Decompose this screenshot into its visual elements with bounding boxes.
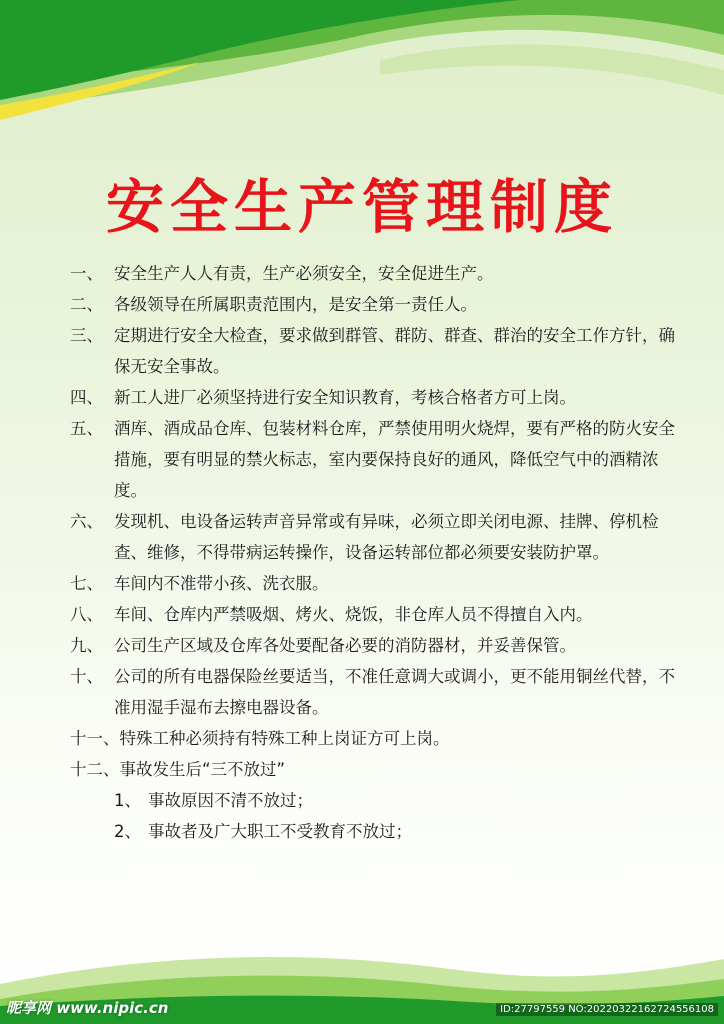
sub-item-text: 事故原因不清不放过； — [148, 791, 313, 810]
sub-item-number: 1、 — [114, 791, 141, 810]
list-item — [70, 258, 680, 289]
item-number: 三、 — [70, 326, 103, 345]
item-text: 酒库、酒成品仓库、包装材料仓库，严禁使用明火烧焊，要有严格的防火安全措施，要有明显的禁火标志，室内要保持良好的通风，降低空气中的酒精浓度。 — [114, 419, 675, 500]
item-number: 六、 — [70, 512, 103, 531]
rules-list — [70, 258, 680, 847]
list-item — [70, 661, 680, 723]
item-text: 新工人进厂必须坚持进行安全知识教育，考核合格者方可上岗。 — [114, 388, 576, 407]
list-item — [70, 723, 680, 754]
list-item — [70, 754, 680, 785]
item-number: 七、 — [70, 574, 103, 593]
item-text: 十二、事故发生后“三不放过” — [70, 760, 286, 779]
item-text: 公司的所有电器保险丝要适当，不准任意调大或调小，更不能用铜丝代替，不准用湿手湿布去擦电器设备。 — [114, 667, 675, 717]
list-item — [70, 599, 680, 630]
item-text: 定期进行安全大检查，要求做到群管、群防、群查、群治的安全工作方针，确保无安全事故。 — [114, 326, 675, 376]
sub-list-item — [70, 785, 680, 816]
item-text: 发现机、电设备运转声音异常或有异味，必须立即关闭电源、挂牌、停机检查、维修，不得带病运转操作，设备运转部位都必须要安装防护罩。 — [114, 512, 659, 562]
item-text: 车间、仓库内严禁吸烟、烤火、烧饭，非仓库人员不得擅自入内。 — [114, 605, 593, 624]
watermark-id: ID:27797559 NO:20220322162724556108 — [496, 1003, 718, 1016]
item-text: 公司生产区域及仓库各处要配备必要的消防器材，并妥善保管。 — [114, 636, 576, 655]
sub-list-item — [70, 816, 680, 847]
list-item — [70, 289, 680, 320]
item-text: 安全生产人人有责，生产必须安全，安全促进生产。 — [114, 264, 494, 283]
item-number: 四、 — [70, 388, 103, 407]
item-number: 一、 — [70, 264, 103, 283]
item-number: 五、 — [70, 419, 103, 438]
item-number: 十、 — [70, 667, 103, 686]
item-number: 八、 — [70, 605, 103, 624]
list-item — [70, 630, 680, 661]
sub-item-number: 2、 — [114, 822, 141, 841]
item-text: 各级领导在所属职责范围内，是安全第一责任人。 — [114, 295, 477, 314]
page-title: 安全生产管理制度 — [105, 173, 618, 241]
list-item — [70, 320, 680, 382]
item-text: 车间内不准带小孩、洗衣服。 — [114, 574, 329, 593]
item-number: 二、 — [70, 295, 103, 314]
list-item — [70, 382, 680, 413]
item-text: 十一、特殊工种必须持有特殊工种上岗证方可上岗。 — [70, 729, 450, 748]
top-wave-decoration — [0, 0, 724, 135]
list-item — [70, 506, 680, 568]
list-item — [70, 568, 680, 599]
watermark-logo: 昵享网 www.nipic.cn — [6, 999, 169, 1017]
item-number: 九、 — [70, 636, 103, 655]
list-item — [70, 413, 680, 506]
sub-item-text: 事故者及广大职工不受教育不放过； — [148, 822, 412, 841]
